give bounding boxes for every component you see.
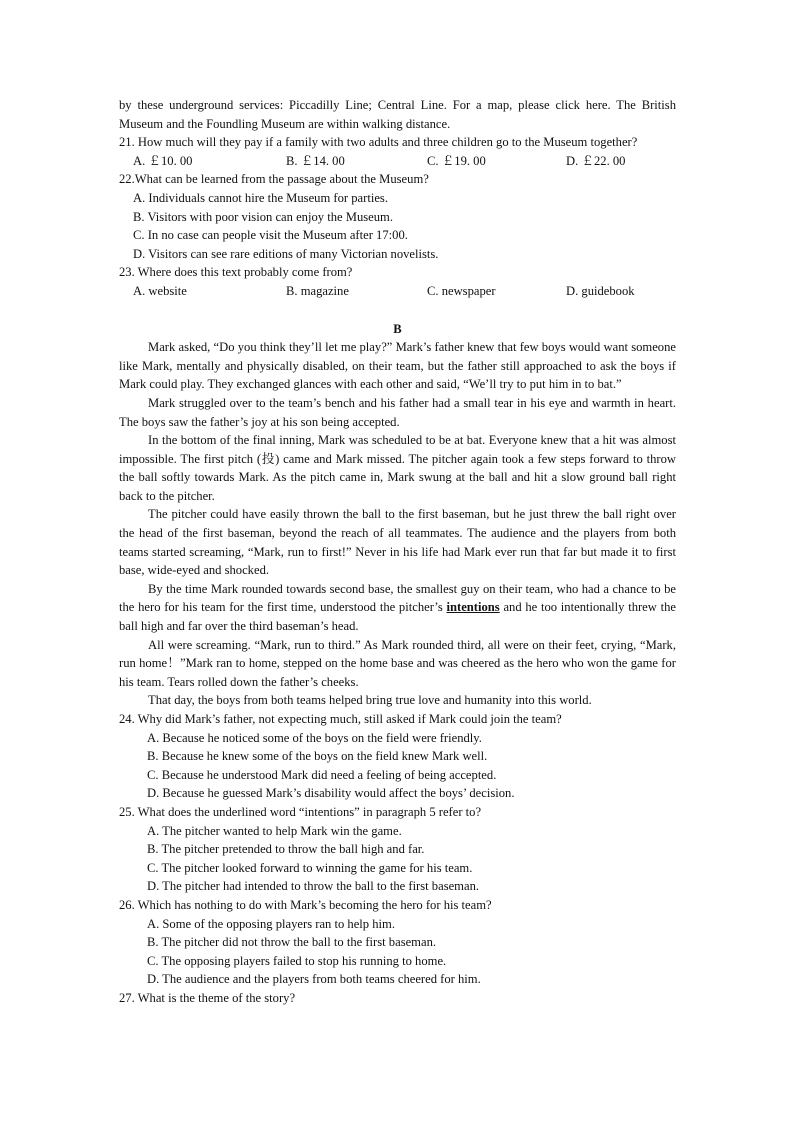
question-21-options <box>119 152 676 171</box>
q22-option-d: D. Visitors can see rare editions of many Victorian novelists. <box>133 246 439 261</box>
story-paragraph-3: In the bottom of the final inning, Mark was scheduled to be at bat. Everyone knew that a hit was almost impossible. The first pitch (投) came and Mark missed. The pitcher again took a few steps forward to throw the ball softly towards Mark. As the pitch came in, Mark swung at the ball and hit a slow ground ball right back to the pitcher. <box>119 433 676 503</box>
q26-option-c: C. The opposing players failed to stop his running to home. <box>147 953 447 968</box>
question-21-stem: 21. How much will they pay if a family with two adults and three children go to the Museum together? <box>119 135 638 150</box>
story-paragraph-2: Mark struggled over to the team’s bench and his father had a small tear in his eye and warmth in heart. The boys saw the father’s joy at his son being accepted. <box>119 395 676 429</box>
q23-option-a: A. website <box>133 283 187 298</box>
q24-option-a: A. Because he noticed some of the boys on the field were friendly. <box>147 730 482 745</box>
story-paragraph-6: All were screaming. “Mark, run to third.” As Mark rounded third, all were on their feet, crying, “Mark, run home！”Mark ran to home, stepped on the home base and was cheered as the hero who won the game for his team. Tears rolled down the father’s cheeks. <box>119 637 676 689</box>
q21-option-b: B. ￡14. 00 <box>286 153 345 168</box>
underlined-word: intentions <box>446 600 500 615</box>
document-page <box>119 96 676 1008</box>
q22-option-b: B. Visitors with poor vision can enjoy the Museum. <box>133 209 393 224</box>
q25-option-a: A. The pitcher wanted to help Mark win the game. <box>147 823 402 838</box>
intro-line-2: British Museum and the Foundling Museum are within walking distance. <box>119 98 676 131</box>
q25-option-b: B. The pitcher pretended to throw the ball high and far. <box>147 842 425 857</box>
question-25-stem: 25. What does the underlined word “intentions” in paragraph 5 refer to? <box>119 804 482 819</box>
q26-option-b: B. The pitcher did not throw the ball to the first baseman. <box>147 935 437 950</box>
question-27-stem: 27. What is the theme of the story? <box>119 990 296 1005</box>
q25-option-d: D. The pitcher had intended to throw the ball to the first baseman. <box>147 879 480 894</box>
q25-option-c: C. The pitcher looked forward to winning the game for his team. <box>147 860 473 875</box>
intro-line-1: by these underground services: Piccadilly Line; Central Line. For a map, please click here. The <box>119 98 636 112</box>
story-paragraph-5 <box>119 580 676 636</box>
q23-option-b: B. magazine <box>286 283 349 298</box>
q21-option-c: C. ￡19. 00 <box>427 153 486 168</box>
p5-text-after: and he too intentionally threw the ball high and far over the third baseman’s head. <box>119 600 676 634</box>
question-26-stem: 26. Which has nothing to do with Mark’s becoming the hero for his team? <box>119 897 492 912</box>
q24-option-b: B. Because he knew some of the boys on the field knew Mark well. <box>147 749 488 764</box>
q24-option-c: C. Because he understood Mark did need a feeling of being accepted. <box>147 767 497 782</box>
question-23-stem: 23. Where does this text probably come from? <box>119 265 353 280</box>
p5-text-before: By the time Mark rounded towards second base, the smallest guy on their team, who had a chance to be the hero for his team for the first time, understood the pitcher’s <box>119 581 676 615</box>
q22-option-a: A. Individuals cannot hire the Museum for parties. <box>133 190 388 205</box>
question-24-stem: 24. Why did Mark’s father, not expecting much, still asked if Mark could join the team? <box>119 712 562 726</box>
intro-paragraph <box>119 96 676 133</box>
q21-option-d: D. ￡22. 00 <box>566 153 626 168</box>
story-paragraph-7: That day, the boys from both teams helped bring true love and humanity into this world. <box>148 693 592 708</box>
q22-option-c: C. In no case can people visit the Museum after 17:00. <box>133 228 408 243</box>
story-paragraph-4: The pitcher could have easily thrown the ball to the first baseman, but he just threw the ball right over the head of the first baseman, beyond the reach of all teammates. The audience and the players from both teams started screaming, “Mark, run to first!” Never in his life had Mark ever run that far but made it to first base, wide-eyed and shocked. <box>119 507 676 578</box>
story-paragraph-1: Mark asked, “Do you think they’ll let me play?” Mark’s father knew that few boys would want someone like Mark, mentally and physically disabled, on their team, but the father still approached to ask the boys if Mark could play. They exchanged glances with each other and said, “We’ll try to put him in to bat.” <box>119 340 676 392</box>
q24-option-d: D. Because he guessed Mark’s disability would affect the boys’ decision. <box>147 786 515 801</box>
q26-option-a: A. Some of the opposing players ran to help him. <box>147 916 395 931</box>
question-23-options <box>119 282 676 301</box>
section-heading: B <box>393 321 402 336</box>
q21-option-a: A. ￡10. 00 <box>133 153 193 168</box>
q23-option-d: D. guidebook <box>566 283 635 298</box>
q23-option-c: C. newspaper <box>427 283 496 298</box>
q26-option-d: D. The audience and the players from both teams cheered for him. <box>147 972 481 987</box>
question-22-stem: 22.What can be learned from the passage about the Museum? <box>119 172 429 187</box>
